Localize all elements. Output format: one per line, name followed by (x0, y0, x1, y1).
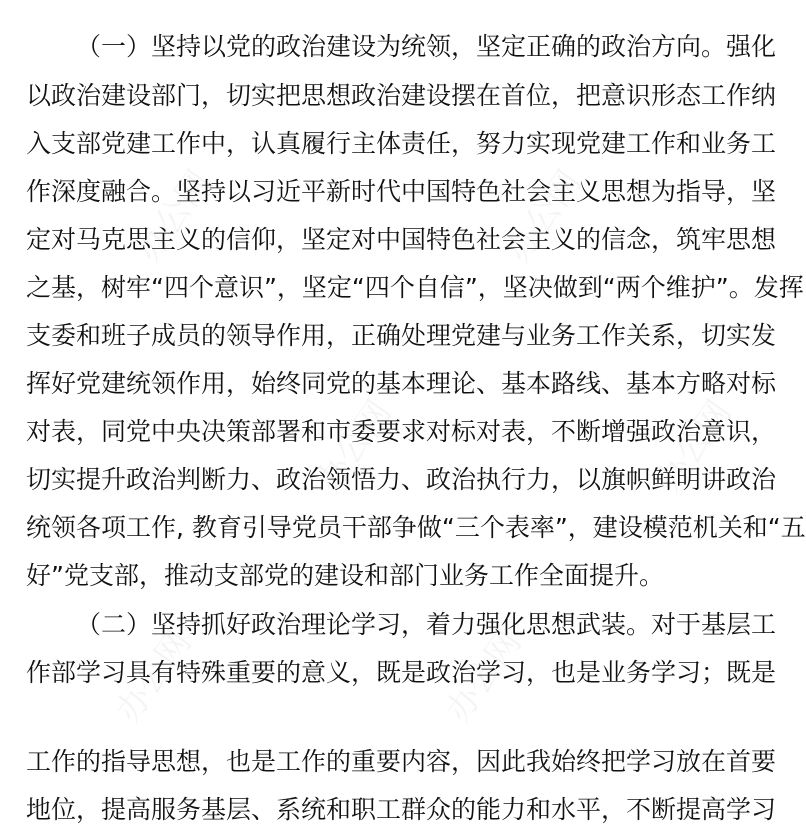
paragraph-line: 对表，同党中央决策部署和市委要求对标对表，不断增强政治意识， (26, 417, 777, 446)
paragraph-line: 作深度融合。坚持以习近平新时代中国特色社会主义思想为指导，坚 (26, 177, 777, 206)
paragraph-line: 之基，树牢“四个意识”，坚定“四个自信”，坚决做到“两个维护”。发挥 (26, 273, 804, 302)
paragraph-line: 工作的指导思想，也是工作的重要内容，因此我始终把学习放在首要 (26, 747, 777, 776)
paragraph-line: 挥好党建统领作用，始终同党的基本理论、基本路线、基本方略对标 (26, 369, 777, 398)
paragraph-line: 切实提升政治判断力、政治领悟力、政治执行力，以旗帜鲜明讲政治 (26, 465, 777, 494)
paragraph-line: 支委和班子成员的领导作用，正确处理党建与业务工作关系，切实发 (26, 321, 777, 350)
paragraph-line: （一）坚持以党的政治建设为统领，坚定正确的政治方向。强化 (76, 32, 777, 61)
paragraph-line: 地位，提高服务基层、系统和职工群众的能力和水平，不断提高学习 (26, 795, 777, 824)
paragraph-line: 入支部党建工作中，认真履行主体责任，努力实现党建工作和业务工 (26, 129, 777, 158)
paragraph-line: （二）坚持抓好政治理论学习，着力强化思想武装。对于基层工 (76, 610, 777, 639)
paragraph-line: 统领各项工作, 教育引导党员干部争做“三个表率”，建设模范机关和“五 (26, 513, 806, 542)
paragraph-line: 定对马克思主义的信仰，坚定对中国特色社会主义的信念，筑牢思想 (26, 225, 777, 254)
paragraph-line: 作部学习具有特殊重要的意义，既是政治学习，也是业务学习；既是 (26, 658, 777, 687)
paragraph-line: 好”党支部，推动支部党的建设和部门业务工作全面提升。 (26, 561, 664, 590)
paragraph-line: 以政治建设部门，切实把思想政治建设摆在首位，把意识形态工作纳 (26, 81, 777, 110)
